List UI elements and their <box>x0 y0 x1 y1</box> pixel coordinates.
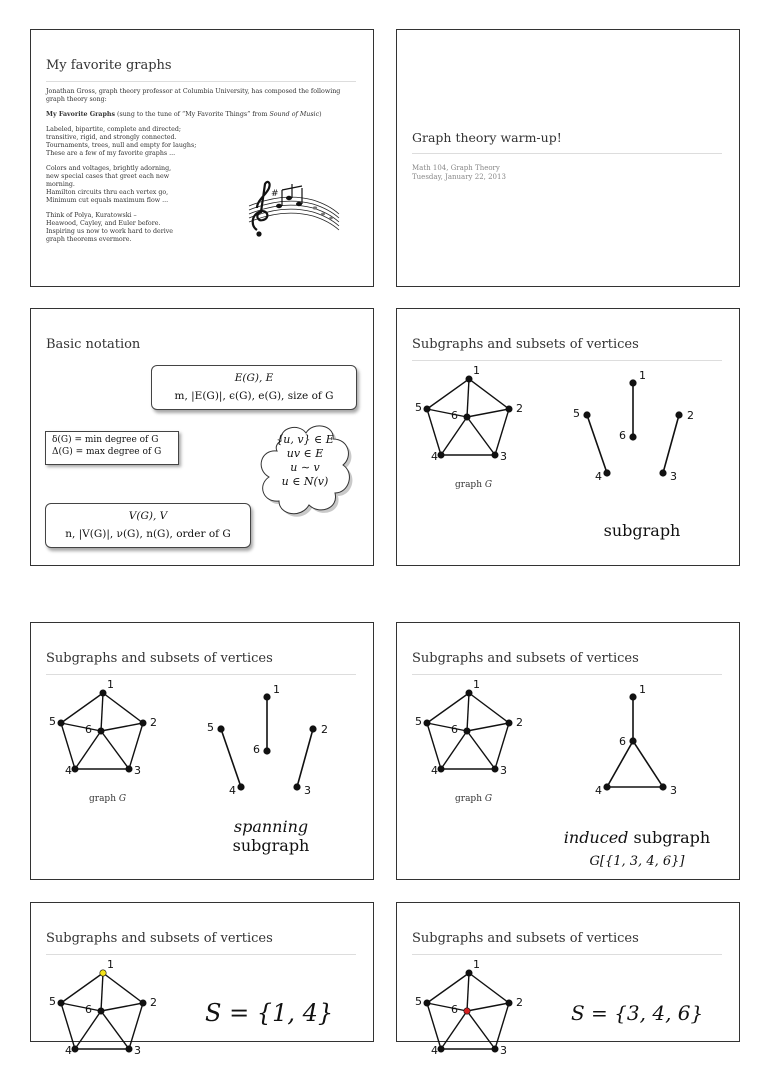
caption-var: G <box>484 480 493 490</box>
graph-vertex <box>629 693 636 700</box>
graph-edge <box>427 973 469 1003</box>
vertex-label: 4 <box>229 784 236 797</box>
presentation-subtitle <box>412 164 506 182</box>
graph-vertex <box>603 469 610 476</box>
graph-vertex <box>72 766 78 772</box>
graph-vertex <box>126 766 132 772</box>
vertices-notation-box <box>45 503 251 548</box>
graph-vertex <box>506 720 512 726</box>
graph-vertex <box>466 376 472 382</box>
graph-edge <box>441 417 467 455</box>
graph-vertex <box>583 411 590 418</box>
graph-vertex <box>140 1000 146 1006</box>
graph-vertex <box>466 970 472 976</box>
graph-edge <box>427 723 467 731</box>
vertex-label: 3 <box>134 764 141 777</box>
graph-vertex <box>263 693 270 700</box>
label-rest: subgraph <box>232 836 310 855</box>
graph-g-highlighted <box>415 958 527 1075</box>
graph-edge <box>101 731 129 769</box>
caption-var: G <box>484 794 493 804</box>
graph-edge <box>495 1003 509 1049</box>
graph-edge <box>467 1011 495 1049</box>
vertex-label: 4 <box>431 450 438 463</box>
vertex-label: 5 <box>49 995 56 1008</box>
graph-edge <box>427 379 469 409</box>
graph-vertex <box>72 1046 78 1052</box>
slide-my-favorite-graphs[interactable] <box>30 29 374 287</box>
music-notes-icon <box>243 178 343 240</box>
song-heading <box>46 111 346 119</box>
graph-g-diagram <box>49 678 161 795</box>
graph-vertex <box>506 1000 512 1006</box>
vertex-label: 2 <box>687 409 694 422</box>
adjacency-line: u ∈ N(v) <box>281 475 329 488</box>
graph-edge <box>467 417 495 455</box>
vertex-label: 3 <box>134 1044 141 1057</box>
verse-line: Inspiring us now to work hard to derive <box>46 228 174 235</box>
vertex-label: 2 <box>516 996 523 1009</box>
vertex-label: 1 <box>473 678 480 691</box>
vertex-label: 2 <box>321 723 328 736</box>
slide-title: My favorite graphs <box>46 58 172 73</box>
vertex-label: 4 <box>595 470 602 483</box>
song-note-work: Sound of Music <box>269 111 320 118</box>
vertex-label: 3 <box>670 470 677 483</box>
graph-g-diagram <box>415 678 527 795</box>
graph-vertex <box>629 433 636 440</box>
graph-edge <box>467 1003 509 1011</box>
graph-vertex <box>464 414 470 420</box>
induced-subgraph-diagram <box>567 679 707 795</box>
verse-line: transitive, rigid, and strongly connected. <box>46 134 177 141</box>
graph-vertex <box>424 406 430 412</box>
caption-prefix: graph <box>455 794 485 804</box>
graph-vertex <box>492 1046 498 1052</box>
vertex-label: 4 <box>595 784 602 797</box>
vertex-label: 3 <box>500 764 507 777</box>
vertex-label: 6 <box>451 409 458 422</box>
graph-edge <box>129 723 143 769</box>
graph-vertex <box>98 728 104 734</box>
vertices-line-2: n, |V(G)|, ν(G), n(G), order of G <box>65 528 231 540</box>
degree-notation-box <box>45 431 179 465</box>
vertex-label: 2 <box>150 996 157 1009</box>
vertices-line-1: V(G), V <box>128 510 168 522</box>
slide-title: Basic notation <box>46 337 141 352</box>
label-italic: induced <box>563 828 629 847</box>
title-rule <box>46 81 356 82</box>
slide-induced-subgraph[interactable] <box>396 622 740 880</box>
vertex-label: 1 <box>107 958 114 971</box>
slide-title: Subgraphs and subsets of vertices <box>412 931 639 946</box>
graph-vertex <box>438 1046 444 1052</box>
graph-edge <box>633 741 663 787</box>
graph-vertex <box>464 728 470 734</box>
graph-caption <box>89 794 126 804</box>
graph-edge <box>427 1003 441 1049</box>
vertex-label: 5 <box>207 721 214 734</box>
vertex-label: 2 <box>516 716 523 729</box>
vertex-label: 5 <box>415 401 422 414</box>
slide-basic-notation[interactable] <box>30 308 374 566</box>
edges-line-1: E(G), E <box>234 372 274 384</box>
graph-edge <box>467 731 495 769</box>
title-rule <box>412 674 722 675</box>
graph-vertex <box>140 720 146 726</box>
adjacency-line: uv ∈ E <box>286 447 324 460</box>
vertex-label: 5 <box>49 715 56 728</box>
graph-edge <box>469 379 509 409</box>
title-rule <box>412 153 722 154</box>
label-italic: spanning <box>233 817 309 836</box>
graph-edge <box>61 693 103 723</box>
title-rule <box>46 674 356 675</box>
presentation-title: Graph theory warm-up! <box>412 130 562 145</box>
graph-edge <box>467 723 509 731</box>
edges-notation-box <box>151 365 357 410</box>
graph-edge <box>129 1003 143 1049</box>
course-name: Math 104, Graph Theory <box>412 164 500 172</box>
induced-notation: G[{1, 3, 4, 6}] <box>589 854 685 869</box>
graph-vertex <box>263 747 270 754</box>
caption-prefix: graph <box>455 480 485 490</box>
graph-caption <box>455 794 492 804</box>
graph-edge <box>103 693 143 723</box>
verse-line: Tournaments, trees, null and empty for laughs; <box>46 142 197 149</box>
graph-vertex <box>659 469 666 476</box>
vertex-label: 5 <box>415 715 422 728</box>
vertex-label: 3 <box>304 784 311 797</box>
graph-vertex <box>492 452 498 458</box>
spanning-subgraph-label <box>216 817 326 855</box>
vertex-label: 4 <box>65 764 72 777</box>
slide-title: Subgraphs and subsets of vertices <box>46 931 273 946</box>
graph-edge <box>427 409 441 455</box>
graph-edge <box>427 409 467 417</box>
vertex-label: 3 <box>500 450 507 463</box>
induced-subgraph-label <box>547 828 727 847</box>
adjacency-notations <box>257 433 353 489</box>
graph-edge <box>297 729 313 787</box>
graph-vertex <box>424 720 430 726</box>
graph-vertex <box>100 970 106 976</box>
graph-edge <box>221 729 241 787</box>
graph-edge <box>75 731 101 769</box>
graph-edge <box>427 1003 467 1011</box>
vertex-label: 1 <box>273 683 280 696</box>
graph-vertex <box>438 452 444 458</box>
edges-line-2: m, |E(G)|, ϵ(G), e(G), size of G <box>174 390 334 402</box>
vertex-label: 3 <box>670 784 677 797</box>
graph-edge <box>441 731 467 769</box>
song-title: My Favorite Graphs <box>46 111 116 118</box>
graph-edge <box>101 973 103 1011</box>
vertex-label: 1 <box>473 958 480 971</box>
verse-line: Think of Polya, Kuratowski – <box>46 212 137 219</box>
graph-caption <box>455 480 492 490</box>
spanning-subgraph-diagram <box>201 679 341 795</box>
graph-edge <box>467 693 469 731</box>
min-degree: δ(G) = min degree of G <box>52 435 159 445</box>
graph-edge <box>663 415 679 473</box>
graph-vertex <box>506 406 512 412</box>
verse-line: Minimum cut equals maximum flow ... <box>46 197 169 204</box>
subgraph-label: subgraph <box>603 521 681 540</box>
verse-line: Labeled, bipartite, complete and directed; <box>46 126 181 133</box>
vertex-set-label: S = {3, 4, 6} <box>571 1001 704 1025</box>
verse-line: Hamilton circuits thru each vertex go, <box>46 189 169 196</box>
vertex-label: 6 <box>451 723 458 736</box>
graph-edge <box>587 415 607 473</box>
graph-vertex <box>126 1046 132 1052</box>
vertex-set-label: S = {1, 4} <box>205 999 334 1027</box>
graph-edge <box>61 723 101 731</box>
graph-vertex <box>217 725 224 732</box>
graph-edge <box>427 723 441 769</box>
vertex-label: 1 <box>107 678 114 691</box>
graph-vertex <box>237 783 244 790</box>
slide-title: Subgraphs and subsets of vertices <box>412 651 639 666</box>
verse-line: Heawood, Cayley, and Euler before. <box>46 220 161 227</box>
graph-vertex <box>603 783 610 790</box>
vertex-label: 1 <box>639 369 646 382</box>
graph-edge <box>469 693 509 723</box>
song-note-post: ) <box>319 111 322 118</box>
slide-vertex-set-346[interactable] <box>396 902 740 1057</box>
slide-spanning-subgraph[interactable] <box>30 622 374 880</box>
graph-edge <box>61 973 103 1003</box>
song-intro: Jonathan Gross, graph theory professor at Columbia University, has composed the following graph theory song: <box>46 88 341 103</box>
graph-edge <box>101 1003 143 1011</box>
graph-vertex <box>659 783 666 790</box>
graph-vertex <box>100 690 106 696</box>
slide-title: Subgraphs and subsets of vertices <box>412 337 639 352</box>
vertex-label: 5 <box>415 995 422 1008</box>
vertex-label: 2 <box>150 716 157 729</box>
verse-1 <box>46 126 346 158</box>
graph-vertex <box>464 1008 470 1014</box>
graph-edge <box>101 723 143 731</box>
graph-vertex <box>466 690 472 696</box>
vertex-label: 6 <box>619 429 626 442</box>
verse-2 <box>46 165 196 205</box>
vertex-label: 1 <box>473 364 480 377</box>
graph-vertex <box>675 411 682 418</box>
graph-vertex <box>438 766 444 772</box>
graph-edge <box>441 1011 467 1049</box>
adjacency-line: u ∼ v <box>290 461 320 474</box>
graph-edge <box>467 409 509 417</box>
vertex-label: 4 <box>65 1044 72 1057</box>
vertex-label: 5 <box>573 407 580 420</box>
graph-vertex <box>492 766 498 772</box>
verse-line: These are a few of my favorite graphs ... <box>46 150 176 157</box>
graph-g-diagram <box>415 364 527 481</box>
slide-vertex-set-14[interactable] <box>30 902 374 1057</box>
verse-line: Colors and voltages, brightly adorning, <box>46 165 172 172</box>
graph-edge <box>467 973 469 1011</box>
vertex-label: 2 <box>516 402 523 415</box>
caption-var: G <box>118 794 127 804</box>
verse-line: new special cases that greet each new morning. <box>46 173 170 188</box>
graph-vertex <box>98 1008 104 1014</box>
vertex-label: 6 <box>85 1003 92 1016</box>
svg-text:#: # <box>271 189 279 199</box>
graph-edge <box>467 379 469 417</box>
song-note-pre: (sung to the tune of “My Favorite Things” from <box>115 111 270 118</box>
adjacency-line: {u, v} ∈ E <box>276 433 334 446</box>
presentation-date: Tuesday, January 22, 2013 <box>412 173 506 181</box>
graph-edge <box>103 973 143 1003</box>
vertex-label: 6 <box>619 735 626 748</box>
slide-title-page[interactable] <box>396 29 740 287</box>
graph-vertex <box>629 379 636 386</box>
vertex-label: 6 <box>451 1003 458 1016</box>
title-rule <box>412 360 722 361</box>
graph-edge <box>75 1011 101 1049</box>
graph-vertex <box>424 1000 430 1006</box>
graph-g-highlighted <box>49 958 161 1075</box>
verse-line: graph theorems evermore. <box>46 236 132 243</box>
max-degree: Δ(G) = max degree of G <box>52 447 162 457</box>
graph-edge <box>101 1011 129 1049</box>
graph-edge <box>61 1003 101 1011</box>
graph-edge <box>495 409 509 455</box>
vertex-label: 4 <box>431 1044 438 1057</box>
graph-edge <box>495 723 509 769</box>
vertex-label: 4 <box>431 764 438 777</box>
label-rest: subgraph <box>628 828 711 847</box>
title-rule <box>412 954 722 955</box>
graph-edge <box>101 693 103 731</box>
vertex-label: 1 <box>639 683 646 696</box>
graph-edge <box>61 1003 75 1049</box>
graph-vertex <box>58 720 64 726</box>
title-rule <box>46 954 356 955</box>
graph-vertex <box>629 737 636 744</box>
subgraph-diagram <box>567 365 707 481</box>
graph-vertex <box>58 1000 64 1006</box>
graph-vertex <box>293 783 300 790</box>
vertex-label: 6 <box>253 743 260 756</box>
caption-prefix: graph <box>89 794 119 804</box>
graph-vertex <box>309 725 316 732</box>
graph-edge <box>61 723 75 769</box>
vertex-label: 6 <box>85 723 92 736</box>
slide-subgraph[interactable] <box>396 308 740 566</box>
graph-edge <box>427 693 469 723</box>
slide-title: Subgraphs and subsets of vertices <box>46 651 273 666</box>
graph-edge <box>469 973 509 1003</box>
vertex-label: 3 <box>500 1044 507 1057</box>
